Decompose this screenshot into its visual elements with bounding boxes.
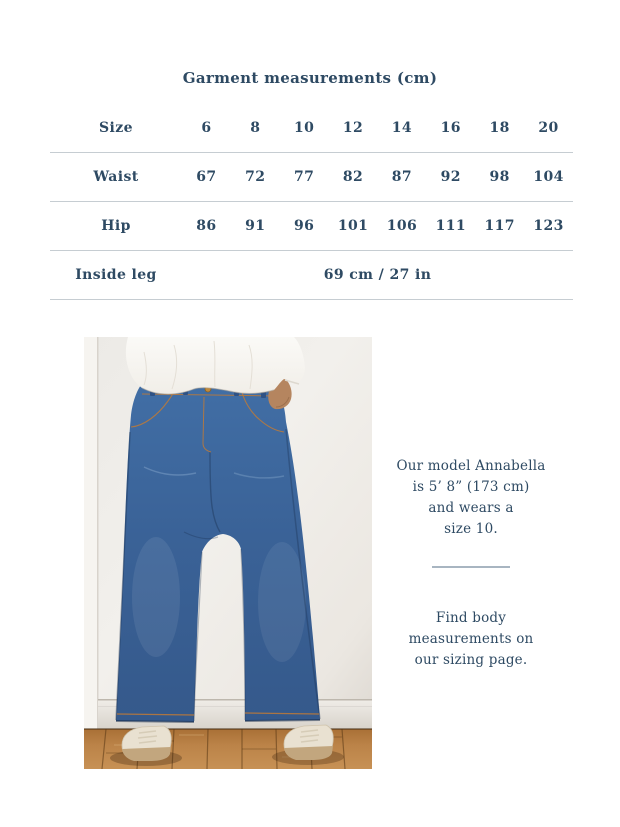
size-header: 16: [440, 120, 461, 136]
waist-value: 87: [391, 169, 413, 185]
hip-value: 106: [386, 218, 418, 234]
size-header: 20: [538, 120, 559, 136]
waist-value: 98: [489, 169, 510, 185]
hip-value: 123: [533, 218, 564, 234]
sizing-note-line: Find body: [435, 610, 507, 626]
row-label-waist: Waist: [93, 169, 139, 185]
row-label-inside-leg: Inside leg: [75, 267, 157, 283]
doorframe-strip: [84, 337, 97, 729]
hip-value: 101: [337, 218, 369, 234]
size-header: 14: [391, 120, 413, 136]
size-header: 12: [342, 120, 364, 136]
size-header: 8: [250, 120, 261, 136]
size-header: 10: [294, 120, 315, 136]
sizing-note-line: our sizing page.: [414, 652, 528, 668]
right-shoe: [284, 725, 333, 760]
hip-value: 86: [196, 218, 217, 234]
hip-value: 111: [435, 218, 467, 234]
model-photo: [84, 337, 372, 769]
sizing-note-line: measurements on: [408, 631, 534, 647]
page-title: Garment measurements (cm): [182, 69, 438, 87]
model-note: [383, 456, 559, 540]
table-row-inside-leg: [50, 251, 573, 300]
note-divider: [432, 566, 510, 568]
row-label-hip: Hip: [101, 218, 131, 234]
sizing-note: [383, 608, 559, 671]
inside-leg-value: 69 cm / 27 in: [323, 267, 432, 283]
size-header: 18: [489, 120, 510, 136]
hip-value: 96: [294, 218, 315, 234]
left-shoe: [122, 726, 171, 761]
model-note-line: is 5’ 8” (173 cm): [412, 479, 530, 495]
waist-value: 104: [533, 169, 564, 185]
model-note-line: Our model Annabella: [396, 458, 546, 474]
table-row-size: [50, 104, 573, 153]
row-label-size: Size: [99, 120, 133, 136]
waist-value: 82: [342, 169, 364, 185]
hip-value: 117: [484, 218, 515, 234]
waist-value: 77: [294, 169, 315, 185]
measurements-table: [50, 104, 573, 300]
waist-value: 72: [245, 169, 266, 185]
table-row-waist: [50, 153, 573, 202]
model-info-column: [383, 456, 559, 671]
table-row-hip: [50, 202, 573, 251]
size-header: 6: [201, 120, 212, 136]
waist-value: 67: [196, 169, 217, 185]
hip-value: 91: [245, 218, 266, 234]
waist-value: 92: [440, 169, 461, 185]
model-photo-illustration: [84, 337, 372, 769]
model-note-line: size 10.: [444, 521, 498, 537]
model-note-line: and wears a: [428, 500, 514, 516]
